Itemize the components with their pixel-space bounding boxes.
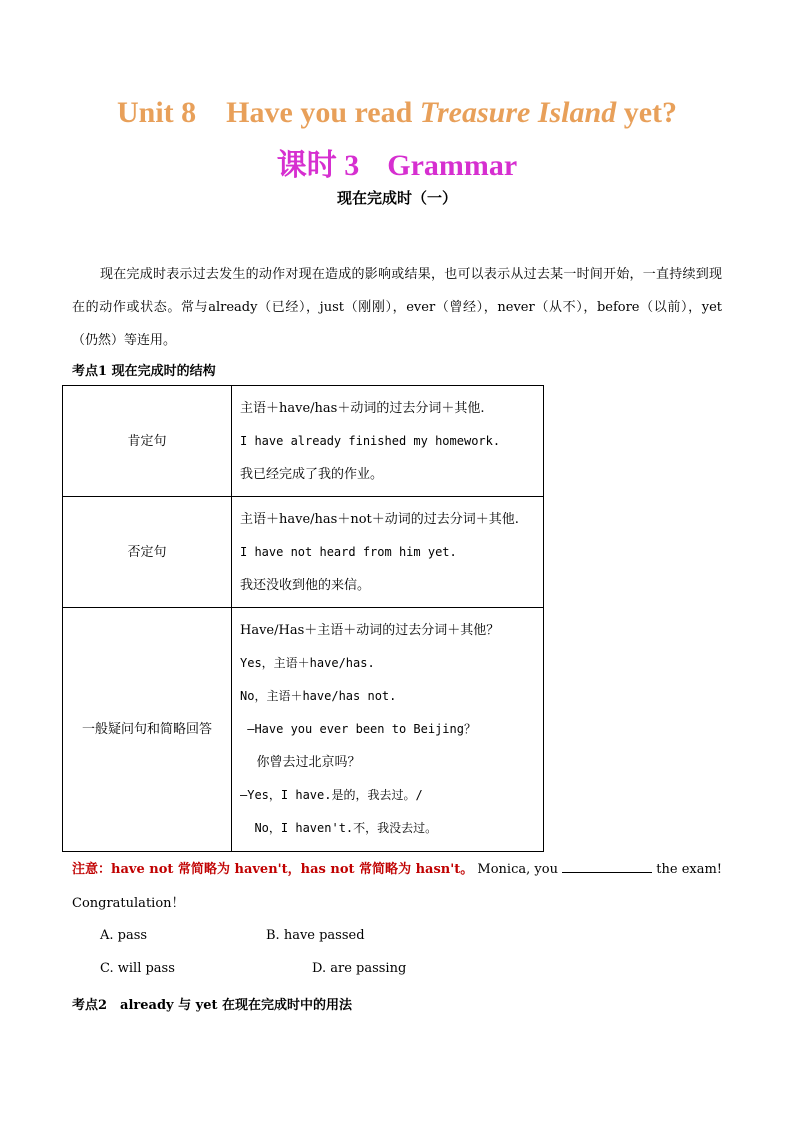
example-translation: 我还没收到他的来信。	[240, 578, 371, 593]
lesson-title	[0, 140, 794, 184]
question-continuation: Congratulation！	[72, 896, 185, 911]
option-c: C. will pass	[100, 961, 175, 976]
example-answer-no: No，I haven't.不，我没去过。	[240, 821, 438, 835]
structure-formula: 主语＋have/has＋not＋动词的过去分词＋其他.	[240, 512, 519, 527]
table-row	[63, 386, 544, 497]
option-b: B. have passed	[266, 928, 365, 943]
table-row	[63, 497, 544, 608]
row-content	[232, 608, 544, 852]
structure-formula: Have/Has＋主语＋动词的过去分词＋其他？	[240, 623, 500, 638]
option-a: A. pass	[100, 928, 148, 943]
title-question-after: yet?	[623, 96, 678, 129]
row-label: 否定句	[63, 497, 232, 608]
point1-heading: 考点1 现在完成时的结构	[72, 364, 216, 379]
note-line	[72, 858, 722, 881]
row-label: 肯定句	[63, 386, 232, 497]
intro-text: 现在完成时表示过去发生的动作对现在造成的影响或结果，也可以表示从过去某一时间开始，一直持续到现在的动作或状态。常与already（已经），just（刚刚），ever（曾经），never（从不），before（以前），yet（仍然）等连用。	[72, 267, 722, 348]
short-answer-yes: Yes，主语＋have/has.	[240, 656, 375, 670]
document-title	[0, 96, 794, 130]
example-sentence: I have already finished my homework.	[240, 434, 501, 448]
question-end: the exam!	[656, 862, 723, 877]
structure-table	[62, 385, 544, 852]
intro-paragraph	[72, 258, 722, 357]
example-answer-yes: —Yes，I have.是的，我去过。/	[240, 788, 423, 802]
point2-heading: 考点2 already 与 yet 在现在完成时中的用法	[72, 998, 353, 1013]
example-sentence: I have not heard from him yet.	[240, 545, 457, 559]
example-question: —Have you ever been to Beijing？	[240, 722, 476, 736]
answer-blank	[562, 858, 652, 873]
note-label: 注意：	[72, 862, 112, 877]
row-content	[232, 497, 544, 608]
example-question-translation: 你曾去过北京吗？	[240, 755, 361, 770]
short-answer-no: No，主语＋have/has not.	[240, 689, 397, 703]
row-label: 一般疑问句和简略回答	[63, 608, 232, 852]
section-subtitle: 现在完成时（一）	[336, 189, 457, 207]
structure-formula: 主语＋have/has＋动词的过去分词＋其他.	[240, 401, 485, 416]
unit-label: Unit 8	[116, 96, 197, 129]
row-content	[232, 386, 544, 497]
title-question-before: Have you read	[226, 96, 413, 129]
example-translation: 我已经完成了我的作业。	[240, 467, 384, 482]
title-book-name: Treasure Island	[419, 96, 617, 129]
option-d: D. are passing	[312, 961, 407, 976]
topic-label: Grammar	[387, 149, 518, 182]
lesson-label: 课时 3	[276, 149, 360, 182]
note-text: have not 常简略为 haven't，has not 常简略为 hasn't。	[111, 862, 474, 877]
question-start: Monica, you	[477, 862, 558, 877]
table-row	[63, 608, 544, 852]
